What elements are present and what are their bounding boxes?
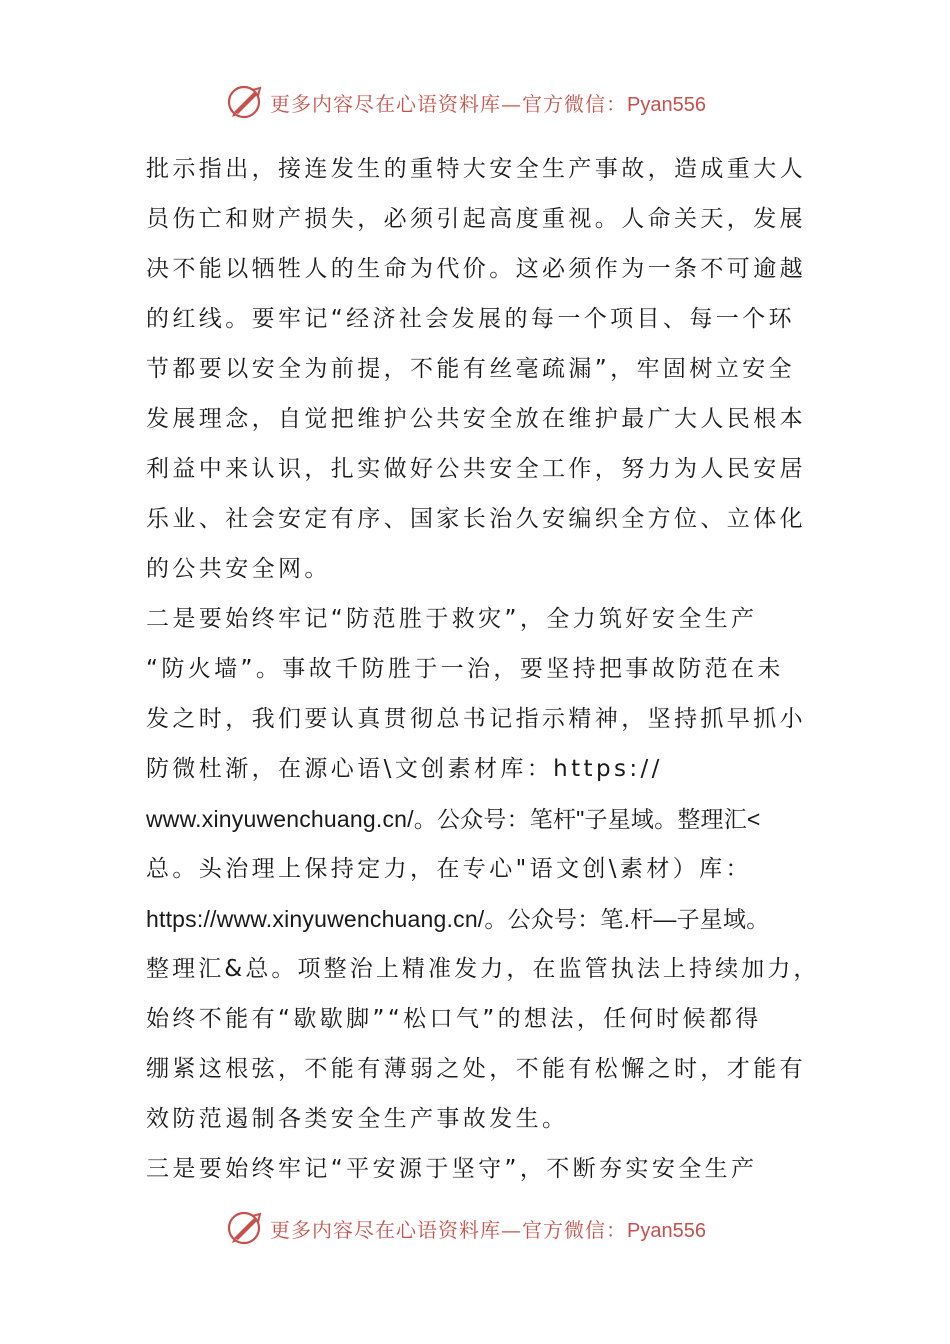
text-line: 绷紧这根弦，不能有薄弱之处，不能有松懈之时，才能有 [146, 1056, 806, 1082]
text-line: 发之时，我们要认真贯彻总书记指示精神，坚持抓早抓小 [146, 706, 806, 732]
text-line: “防火墙”。事故千防胜于一治，要坚持把事故防范在未 [146, 656, 784, 682]
pen-logo-icon [226, 1208, 266, 1248]
text-line: https://www.xinyuwenchuang.cn/。公众号：笔.杆—子星域。 [146, 906, 770, 932]
text-line: 三是要始终牢记“平安源于坚守”，不断夯实安全生产 [146, 1156, 758, 1182]
text-line: 的红线。要牢记“经济社会发展的每一个项目、每一个环 [146, 306, 795, 332]
text-line: 效防范遏制各类安全生产事故发生。 [146, 1106, 569, 1132]
text-line: 总。头治理上保持定力，在专心"语文创\素材）库： [146, 856, 752, 882]
text-line: 整理汇&总。项整治上精准发力，在监管执法上持续加力， [146, 956, 820, 982]
footer-banner [226, 1206, 746, 1250]
text-line: 防微杜渐，在源心语\文创素材库：https:// [146, 756, 663, 782]
text-line: 二是要始终牢记“防范胜于救灾”，全力筑好安全生产 [146, 606, 758, 632]
text-line: 发展理念，自觉把维护公共安全放在维护最广大人民根本 [146, 406, 806, 432]
footer-wechat-id: Pyan556 [627, 1219, 706, 1242]
text-line: 员伤亡和财产损失，必须引起高度重视。人命关天，发展 [146, 206, 806, 232]
text-line: www.xinyuwenchuang.cn/。公众号：笔杆"子星域。整理汇< [146, 806, 761, 832]
header-wechat-id: Pyan556 [627, 93, 706, 116]
text-line: 批示指出，接连发生的重特大安全生产事故，造成重大人 [146, 156, 806, 182]
text-line: 节都要以安全为前提，不能有丝毫疏漏”，牢固树立安全 [146, 356, 795, 382]
header-banner [226, 80, 746, 124]
text-line: 决不能以牺牲人的生命为代价。这必须作为一条不可逾越 [146, 256, 806, 282]
text-line: 始终不能有“歇歇脚”“松口气”的想法，任何时候都得 [146, 1006, 762, 1032]
document-body [146, 144, 820, 1194]
text-line: 利益中来认识，扎实做好公共安全工作，努力为人民安居 [146, 456, 806, 482]
text-line: 乐业、社会安定有序、国家长治久安编织全方位、立体化 [146, 506, 806, 532]
pen-logo-icon [226, 82, 266, 122]
header-banner-text: 更多内容尽在心语资料库—官方微信：Pyan556 [270, 91, 706, 116]
footer-banner-text: 更多内容尽在心语资料库—官方微信：Pyan556 [270, 1217, 706, 1242]
text-line: 的公共安全网。 [146, 556, 331, 582]
body-text [146, 144, 820, 1194]
